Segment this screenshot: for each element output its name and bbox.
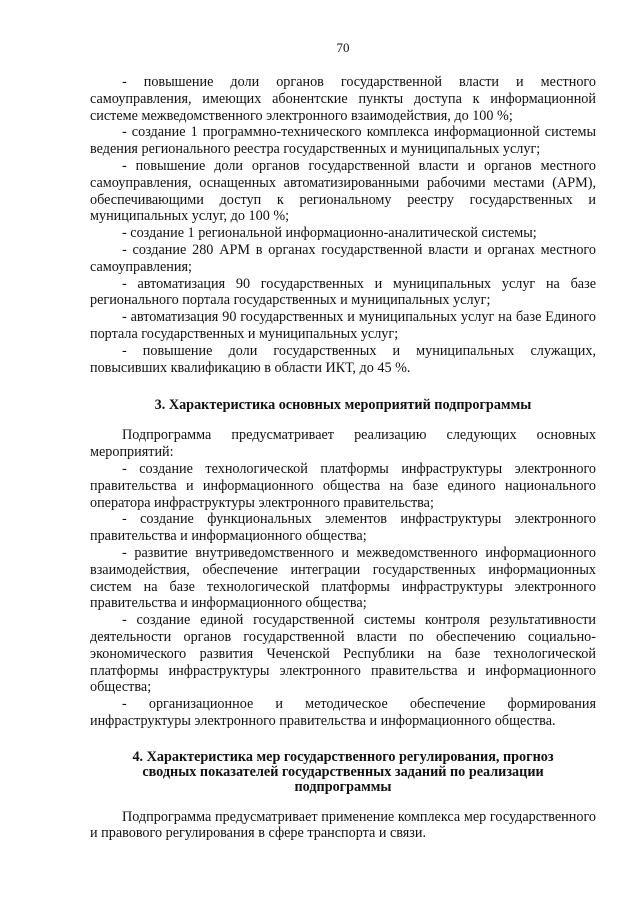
page-number: 70 [336,40,350,55]
section-3-intro: Подпрограмма предусматривает реализацию следующих основных мероприятий: [90,427,596,461]
section-4-heading-line: 4. Характеристика мер государственного регулирования, прогноз [132,748,554,765]
list-item: - повышение доли органов государственной власти и местного самоуправления, имеющих абонентские пункты доступа к информационной системе межведомственного электронного взаимодействия, до 100 %; [90,74,596,124]
list-item: - развитие внутриведомственного и межведомственного информационного взаимодействия, обеспечение интеграции государственных информационных систем на базе технологической платформы инфраструктуры электронного правительства и информационного общества; [90,544,596,612]
list-item: - автоматизация 90 государственных и муниципальных услуг на базе Единого портала государственных и муниципальных услуг; [90,309,596,342]
list-item: - создание 1 программно-технического комплекса информационной системы ведения регионального реестра государственных и муниципальных услуг; [90,124,596,158]
list-item: - создание 280 АРМ в органах государственной власти и органах местного самоуправления; [90,241,596,275]
list-item: - повышение доли органов государственной власти и органов местного самоуправления, оснащенных автоматизированными рабочими местами (АРМ), обеспечивающими доступ к региональному реестру государственных и муниципальных услуг, до 100 %; [90,157,596,225]
section-4-heading-line: сводных показателей государственных заданий по реализации [142,763,544,780]
section-3-body [90,427,596,729]
list-item: - создание технологической платформы инфраструктуры электронного правительства и информационного общества на базе единого национального оператора инфраструктуры электронного правительства; [90,460,596,511]
list-item: - повышение доли государственных и муниципальных служащих, повысивших квалификацию в области ИКТ, до 45 %. [90,342,596,376]
list-item: - создание 1 региональной информационно-аналитической системы; [122,225,537,242]
section-4-paragraph: Подпрограмма предусматривает применение комплекса мер государственного и правового регулирования в сфере транспорта и связи. [90,808,596,842]
list-item: - организационное и методическое обеспечение формирования инфраструктуры электронного правительства и информационного общества. [90,696,596,729]
indicators-list [90,74,596,376]
list-item: - создание единой государственной системы контроля результативности деятельности органов государственной власти по обеспечению социально-экономического развития Чеченской Республики на базе технологической платформы инфраструктуры электронного правительства и информационного общества; [90,612,596,696]
list-item: - автоматизация 90 государственных и муниципальных услуг на базе регионального портала государственных и муниципальных услуг; [90,275,596,309]
section-4-heading-line: подпрограммы [294,778,392,795]
section-3-heading: 3. Характеристика основных мероприятий подпрограммы [154,397,532,414]
section-4-heading [90,750,596,795]
list-item: - создание функциональных элементов инфраструктуры электронного правительства и информационного общества; [90,511,596,545]
section-4-body [90,809,596,843]
